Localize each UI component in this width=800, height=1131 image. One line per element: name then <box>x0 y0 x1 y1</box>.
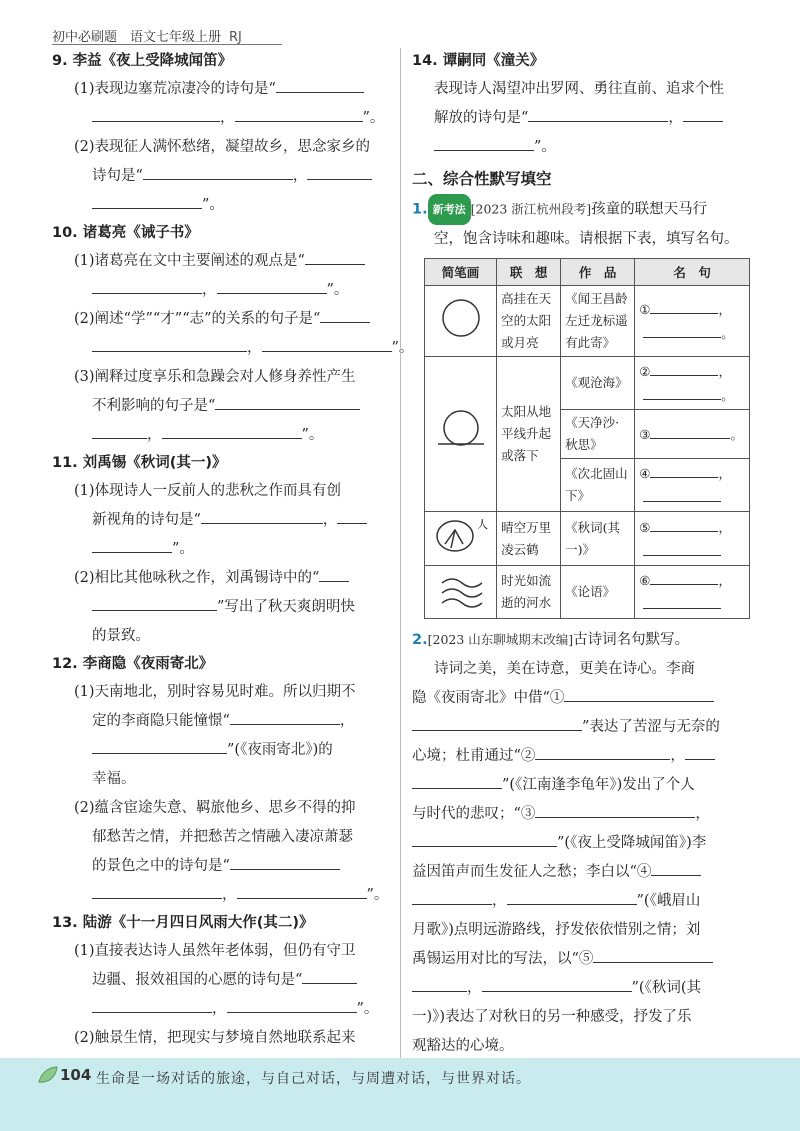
answer-blank[interactable] <box>319 565 349 582</box>
answer-blank[interactable] <box>482 975 632 992</box>
answer-blank[interactable] <box>262 335 392 352</box>
question-14-title: 14. 谭嗣同《潼关》 <box>412 53 545 69</box>
closing-quote: ”。 <box>326 282 349 298</box>
answer-blank[interactable] <box>92 594 217 611</box>
blank-number: ③ <box>639 427 651 442</box>
footer-motto: 生命是一场对话的旅途，与自己对话，与周遭对话，与世界对话。 <box>96 1071 531 1087</box>
answer-blank[interactable] <box>227 996 357 1013</box>
q10-prompt-3b: 不利影响的句子是“ <box>92 398 216 414</box>
q9-prompt-2b: 诗句是“ <box>92 168 143 184</box>
answer-blank[interactable] <box>92 105 220 122</box>
answer-blank[interactable] <box>337 507 367 524</box>
q13-prompt-1b: 边疆、报效祖国的心愿的诗句是“ <box>92 972 303 988</box>
q2-paragraph: ”表达了苦涩与无奈的 <box>582 719 720 735</box>
answer-blank[interactable] <box>651 859 701 876</box>
answer-blank[interactable] <box>412 772 502 789</box>
q11-prompt-2: (2)相比其他咏秋之作，刘禹锡诗中的“ <box>74 570 320 586</box>
new-exam-badge: 新考法 <box>428 194 471 225</box>
answer-blank[interactable] <box>92 422 147 439</box>
question-number: 1. <box>412 201 428 218</box>
comma: ， <box>322 512 338 528</box>
work-cell: 《次北固山下》 <box>561 459 635 512</box>
answer-blank[interactable] <box>302 967 357 984</box>
closing-quote: ”。 <box>366 887 389 903</box>
answer-blank[interactable] <box>92 996 212 1013</box>
q2-paragraph: 隐《夜雨寄北》中借“① <box>412 690 565 706</box>
sentence-cell <box>635 357 750 410</box>
blank-number: ⑥ <box>639 573 651 588</box>
answer-blank[interactable] <box>650 359 718 376</box>
right-column <box>412 48 748 1061</box>
header-rule <box>52 44 282 45</box>
answer-blank[interactable] <box>650 515 718 532</box>
q12-prompt-2c: 的景色之中的诗句是“ <box>92 858 230 874</box>
q10-prompt-3: (3)阐释过度享乐和急躁会对人修身养性产生 <box>74 369 356 385</box>
answer-blank[interactable] <box>507 888 637 905</box>
work-cell: 《论语》 <box>561 566 635 619</box>
page-footer <box>0 1058 800 1131</box>
answer-blank[interactable] <box>143 163 293 180</box>
table-row <box>425 286 750 357</box>
q12-prompt-2: (2)蕴含宦途失意、羁旅他乡、思乡不得的抑 <box>74 800 356 816</box>
answer-blank[interactable] <box>215 393 360 410</box>
closing-quote: ”。 <box>172 541 194 557</box>
edition-tag: RJ <box>229 30 242 45</box>
section-2-title: 二、综合性默写填空 <box>412 170 552 188</box>
answer-blank[interactable] <box>650 461 718 478</box>
closing-quote: ”。 <box>301 427 324 443</box>
association-cell: 高挂在天空的太阳或月亮 <box>497 286 561 357</box>
comma: ， <box>222 887 237 903</box>
q14-prompt: 表现诗人渴望冲出罗网、勇往直前、追求个性 <box>434 81 724 97</box>
answer-blank[interactable] <box>92 277 202 294</box>
closing-quote: ”。 <box>362 110 385 126</box>
period: 。 <box>721 326 734 341</box>
work-cell: 《秋词(其一)》 <box>561 512 635 566</box>
period: 。 <box>721 388 734 403</box>
period: 。 <box>730 427 743 442</box>
q2-paragraph: 心境；杜甫通过“② <box>412 748 536 764</box>
work-cell: 《天净沙·秋思》 <box>561 410 635 459</box>
column-header: 简笔画 <box>425 259 497 286</box>
answer-blank[interactable] <box>230 708 340 725</box>
sketch-cell <box>425 566 497 619</box>
sentence-cell <box>635 566 750 619</box>
association-cell: 时光如流逝的河水 <box>497 566 561 619</box>
question-source: [2023 浙江杭州段考] <box>470 201 592 217</box>
answer-blank[interactable] <box>564 685 714 702</box>
answer-blank[interactable] <box>643 485 721 502</box>
blank-number: ④ <box>639 466 651 481</box>
answer-blank[interactable] <box>162 422 302 439</box>
answer-blank[interactable] <box>535 743 670 760</box>
answer-blank[interactable] <box>92 192 202 209</box>
q2-paragraph: 观豁达的心境。 <box>412 1038 514 1054</box>
answer-blank[interactable] <box>276 76 364 93</box>
q12-prompt-2b: 郁愁苦之情，并把愁苦之情融入凄凉萧瑟 <box>92 829 353 845</box>
poem-table <box>424 258 750 619</box>
q13-prompt-1: (1)直接表达诗人虽然年老体弱，但仍有守卫 <box>74 943 356 959</box>
q2-prompt: 古诗词名句默写。 <box>573 632 690 648</box>
page-number: 104 <box>60 1066 92 1084</box>
answer-blank[interactable] <box>92 882 222 899</box>
q2-paragraph: ”(《江南逢李龟年》)发出了个人 <box>502 777 695 793</box>
answer-blank[interactable] <box>535 801 695 818</box>
q2-paragraph: 益因笛声而生发征人之愁；李白以“④ <box>412 864 652 880</box>
answer-blank[interactable] <box>305 248 365 265</box>
column-header: 名 句 <box>635 259 750 286</box>
table-row <box>425 566 750 619</box>
question-12-title: 12. 李商隐《夜雨寄北》 <box>52 656 214 672</box>
comma: ， <box>718 466 731 481</box>
comma: ， <box>202 282 217 298</box>
blank-number: ① <box>639 302 651 317</box>
crane-sketch-icon <box>433 514 489 556</box>
closing-quote: ”。 <box>356 1001 379 1017</box>
q10-prompt-1: (1)诸葛亮在文中主要阐述的观点是“ <box>74 253 305 269</box>
q14-prompt-b: 解放的诗句是“ <box>434 110 529 126</box>
sentence-cell <box>635 286 750 357</box>
comma: ， <box>718 519 731 535</box>
association-cell: 晴空万里凌云鹤 <box>497 512 561 566</box>
answer-blank[interactable] <box>650 297 718 314</box>
q1-prompt: 孩童的联想天马行 <box>591 201 708 218</box>
answer-blank[interactable] <box>412 830 557 847</box>
answer-blank[interactable] <box>235 105 363 122</box>
column-header: 作 品 <box>561 259 635 286</box>
q1-prompt-b: 空，饱含诗味和趣味。请根据下表，填写名句。 <box>434 231 739 247</box>
work-cell: 《观沧海》 <box>561 357 635 410</box>
answer-blank[interactable] <box>643 321 721 338</box>
answer-blank[interactable] <box>217 277 327 294</box>
answer-blank[interactable] <box>650 568 718 585</box>
q2-paragraph: 禹锡运用对比的写法，以“⑤ <box>412 951 594 967</box>
blank-number: ② <box>639 364 651 379</box>
column-divider <box>400 48 401 1058</box>
closing-quote: ”。 <box>391 340 414 356</box>
q2-paragraph: 与时代的悲叹；“③ <box>412 806 536 822</box>
q12-prompt-1b: 定的李商隐只能憧憬“ <box>92 713 230 729</box>
q12-prompt-1: (1)天南地北，别时容易见时难。所以归期不 <box>74 684 356 700</box>
q10-prompt-2: (2)阐述“学”“才”“志”的关系的句子是“ <box>74 311 321 327</box>
answer-blank[interactable] <box>237 882 367 899</box>
answer-blank[interactable] <box>92 536 172 553</box>
question-10-title: 10. 诸葛亮《诫子书》 <box>52 225 199 241</box>
comma: ， <box>220 110 235 126</box>
question-11-title: 11. 刘禹锡《秋词(其一)》 <box>52 455 227 471</box>
answer-blank[interactable] <box>593 946 713 963</box>
q2-paragraph: ”(《峨眉山 <box>636 893 701 909</box>
comma: ， <box>147 427 162 443</box>
answer-blank[interactable] <box>650 422 730 439</box>
q2-paragraph: 诗词之美，美在诗意，更美在诗心。李商 <box>434 661 695 677</box>
answer-blank[interactable] <box>412 714 582 731</box>
comma: ， <box>668 110 683 126</box>
comma: ， <box>467 980 482 996</box>
q12-prompt-1c: ”(《夜雨寄北》)的 <box>227 742 333 758</box>
column-header: 联 想 <box>497 259 561 286</box>
table-row <box>425 357 750 410</box>
answer-blank[interactable] <box>201 507 323 524</box>
answer-blank[interactable] <box>320 306 370 323</box>
answer-blank[interactable] <box>685 743 715 760</box>
question-source: [2023 山东聊城期末改编] <box>427 632 574 647</box>
answer-blank[interactable] <box>230 853 340 870</box>
comma: ， <box>339 713 355 729</box>
sentence-cell <box>635 459 750 512</box>
comma: ， <box>292 168 308 184</box>
q2-paragraph: ”(《夜上受降城闻笛》)李 <box>557 835 707 851</box>
answer-blank[interactable] <box>434 134 534 151</box>
question-13-title: 13. 陆游《十一月四日风雨大作(其二)》 <box>52 915 314 931</box>
sentence-cell <box>635 410 750 459</box>
sunrise-sketch-icon <box>436 406 486 456</box>
comma: ， <box>670 748 685 764</box>
answer-blank[interactable] <box>683 105 723 122</box>
q2-paragraph: ”(《秋词(其 <box>631 980 701 996</box>
answer-blank[interactable] <box>643 592 721 609</box>
q11-prompt-2c: 的景致。 <box>92 628 150 644</box>
answer-blank[interactable] <box>643 539 721 556</box>
comma: ， <box>718 302 731 317</box>
answer-blank[interactable] <box>412 975 467 992</box>
comma: ， <box>492 893 507 909</box>
sketch-label: 人 <box>476 518 488 531</box>
comma: ， <box>695 806 710 822</box>
leaf-icon <box>36 1064 60 1086</box>
comma: ， <box>718 573 731 588</box>
q9-prompt-1: (1)表现边塞荒凉凄冷的诗句是“ <box>74 81 276 97</box>
sketch-cell <box>425 512 497 566</box>
left-column <box>52 48 414 1111</box>
q11-prompt-1b: 新视角的诗句是“ <box>92 512 201 528</box>
blank-number: ⑤ <box>639 519 651 535</box>
q11-prompt-2b: ”写出了秋天爽朗明快 <box>217 599 355 615</box>
answer-blank[interactable] <box>307 163 372 180</box>
table-header-row <box>425 259 750 286</box>
work-cell: 《闻王昌龄左迁龙标遥有此寄》 <box>561 286 635 357</box>
closing-quote: ”。 <box>534 139 556 155</box>
answer-blank[interactable] <box>92 737 227 754</box>
answer-blank[interactable] <box>92 335 247 352</box>
answer-blank[interactable] <box>643 383 721 400</box>
table-row <box>425 512 750 566</box>
answer-blank[interactable] <box>528 105 668 122</box>
comma: ， <box>212 1001 227 1017</box>
comma: ， <box>718 364 731 379</box>
q13-prompt-2: (2)触景生情，把现实与梦境自然地联系起来 <box>74 1030 356 1046</box>
answer-blank[interactable] <box>412 888 492 905</box>
running-header <box>52 26 242 45</box>
q2-paragraph: 月歌》)点明远游路线，抒发依依惜别之情；刘 <box>412 922 701 938</box>
sentence-cell <box>635 512 750 566</box>
q11-prompt-1: (1)体现诗人一反前人的悲秋之作而具有创 <box>74 483 342 499</box>
question-9-title: 9. 李益《夜上受降城闻笛》 <box>52 53 233 69</box>
q2-paragraph: 一)》)表达了对秋日的另一种感受，抒发了乐 <box>412 1009 692 1025</box>
closing-quote: ”。 <box>202 197 224 213</box>
sketch-cell <box>425 357 497 512</box>
circle-sketch-icon <box>439 296 483 340</box>
river-sketch-icon <box>436 569 486 609</box>
q9-prompt-2: (2)表现征人满怀愁绪，凝望故乡，思念家乡的 <box>74 139 371 155</box>
sketch-cell <box>425 286 497 357</box>
q12-prompt-1d: 幸福。 <box>92 771 136 787</box>
book-title: 初中必刷题 语文七年级上册 <box>52 30 222 45</box>
question-number: 2. <box>412 632 428 648</box>
comma: ， <box>247 340 262 356</box>
association-cell: 太阳从地平线升起或落下 <box>497 357 561 512</box>
